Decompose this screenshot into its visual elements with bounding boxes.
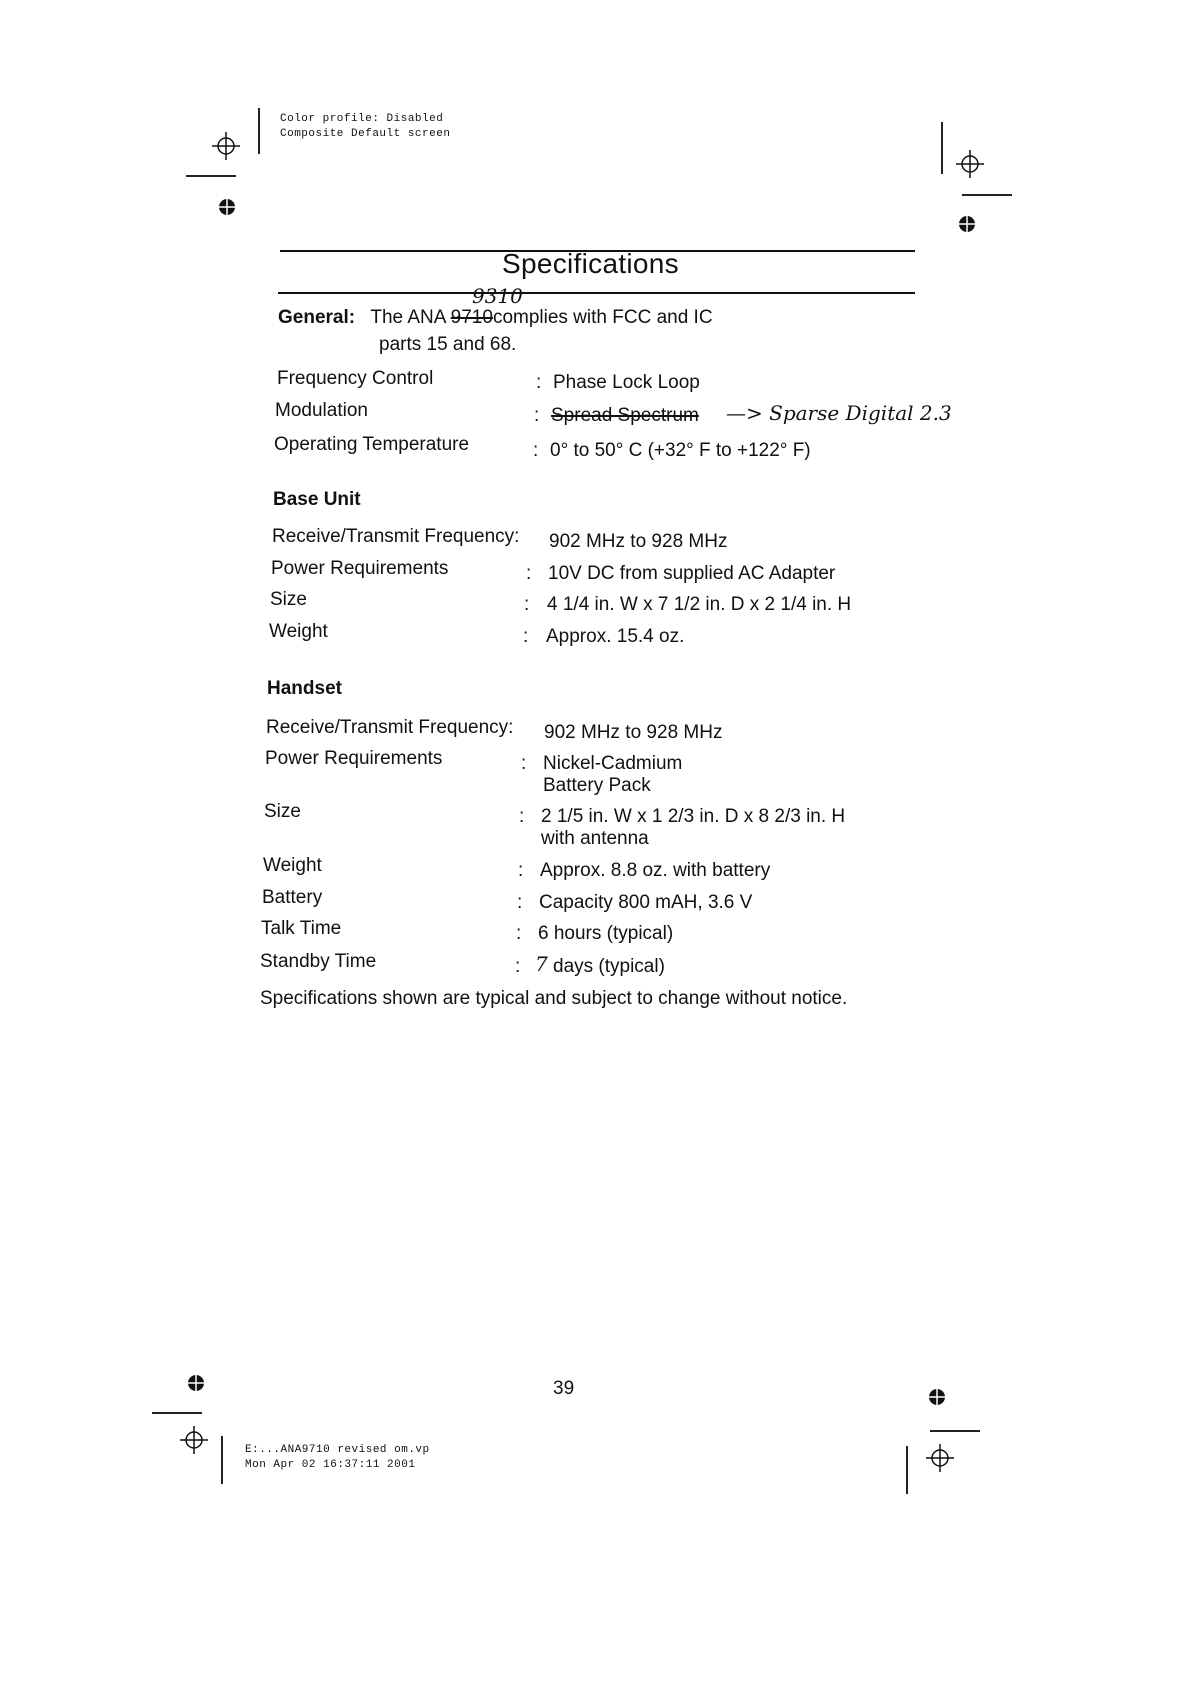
crop-mark-line xyxy=(152,1412,202,1414)
crop-mark-line xyxy=(930,1430,980,1432)
spec-label: Operating Temperature xyxy=(274,434,470,455)
handwritten-correction: 7 xyxy=(535,952,548,976)
handwritten-model-note: 9310 xyxy=(472,284,523,308)
handwritten-correction: —> Sparse Digital 2.3 xyxy=(726,401,952,425)
handset-heading: Handset xyxy=(267,678,342,699)
spec-value: 902 MHz to 928 MHz xyxy=(544,722,723,743)
spec-colon: : xyxy=(524,594,530,615)
header-note-line: Color profile: Disabled xyxy=(280,113,444,125)
spec-colon: : xyxy=(515,956,521,977)
spec-value: 10V DC from supplied AC Adapter xyxy=(548,563,836,584)
spec-value-continued: with antenna xyxy=(541,828,649,849)
spec-value: Phase Lock Loop xyxy=(553,372,700,393)
spec-value-continued: Battery Pack xyxy=(543,775,651,796)
spec-colon: : xyxy=(521,753,527,774)
spec-colon: : xyxy=(523,626,529,647)
spec-colon: : xyxy=(536,372,542,393)
header-note-line: Composite Default screen xyxy=(280,128,451,140)
spec-value: Capacity 800 mAH, 3.6 V xyxy=(539,892,753,913)
footer-note-line: E:...ANA9710 revised om.vp xyxy=(245,1444,430,1456)
spec-label: Power Requirements xyxy=(271,558,449,579)
spec-label: Frequency Control xyxy=(277,368,434,389)
spec-value: 0° to 50° C (+32° F to +122° F) xyxy=(550,440,811,461)
spec-colon: : xyxy=(526,563,532,584)
footer-statement: Specifications shown are typical and subject to change without notice. xyxy=(260,988,848,1009)
general-text-post: complies with FCC and IC xyxy=(492,307,713,328)
spec-value: 902 MHz to 928 MHz xyxy=(549,531,728,552)
crop-mark-line xyxy=(962,194,1012,196)
spec-value: 4 1/4 in. W x 7 1/2 in. D x 2 1/4 in. H xyxy=(547,594,852,615)
registration-dot-icon xyxy=(958,215,976,233)
spec-label: Power Requirements xyxy=(265,748,443,769)
page-number: 39 xyxy=(553,1378,575,1399)
spec-value: Spread Spectrum xyxy=(551,405,699,426)
spec-value: days (typical) xyxy=(553,956,665,977)
spec-value: Approx. 15.4 oz. xyxy=(546,626,685,647)
registration-dot-icon xyxy=(187,1374,205,1392)
spec-label: Talk Time xyxy=(261,918,342,939)
crop-mark-line xyxy=(941,122,943,174)
spec-label: Receive/Transmit Frequency: xyxy=(272,526,520,547)
crop-mark-line xyxy=(186,175,236,177)
footer-print-note xyxy=(245,1443,430,1473)
general-text-pre: The ANA xyxy=(370,307,446,328)
spec-colon: : xyxy=(534,405,540,426)
spec-label: Battery xyxy=(262,887,323,908)
spec-colon: : xyxy=(517,892,523,913)
crop-mark-line xyxy=(906,1446,908,1494)
spec-value: Approx. 8.8 oz. with battery xyxy=(540,860,771,881)
registration-crosshair-icon xyxy=(212,132,240,160)
registration-crosshair-icon xyxy=(956,150,984,178)
general-model-struck: 9710 xyxy=(450,307,493,328)
spec-label: Standby Time xyxy=(260,951,377,972)
header-print-note xyxy=(280,112,450,142)
spec-colon: : xyxy=(516,923,522,944)
spec-value: Nickel-Cadmium xyxy=(543,753,683,774)
title-bottom-rule xyxy=(278,292,915,294)
spec-label: Size xyxy=(264,801,301,822)
spec-label: Size xyxy=(270,589,307,610)
spec-label: Weight xyxy=(269,621,328,642)
crop-mark-line xyxy=(258,108,260,154)
general-line2: parts 15 and 68. xyxy=(379,334,517,355)
spec-colon: : xyxy=(519,806,525,827)
registration-crosshair-icon xyxy=(180,1426,208,1454)
base-unit-heading: Base Unit xyxy=(273,489,361,510)
spec-colon: : xyxy=(518,860,524,881)
page-title: Specifications xyxy=(502,248,679,279)
registration-dot-icon xyxy=(218,198,236,216)
footer-note-line: Mon Apr 02 16:37:11 2001 xyxy=(245,1459,416,1471)
spec-label: Modulation xyxy=(275,400,368,421)
spec-label: Weight xyxy=(263,855,322,876)
spec-colon: : xyxy=(533,440,539,461)
crop-mark-line xyxy=(221,1436,223,1484)
spec-value: 6 hours (typical) xyxy=(538,923,674,944)
spec-value: 2 1/5 in. W x 1 2/3 in. D x 8 2/3 in. H xyxy=(541,806,846,827)
registration-crosshair-icon xyxy=(926,1444,954,1472)
registration-dot-icon xyxy=(928,1388,946,1406)
general-label: General: xyxy=(278,307,356,328)
general-section xyxy=(278,307,713,329)
spec-label: Receive/Transmit Frequency: xyxy=(266,717,514,738)
